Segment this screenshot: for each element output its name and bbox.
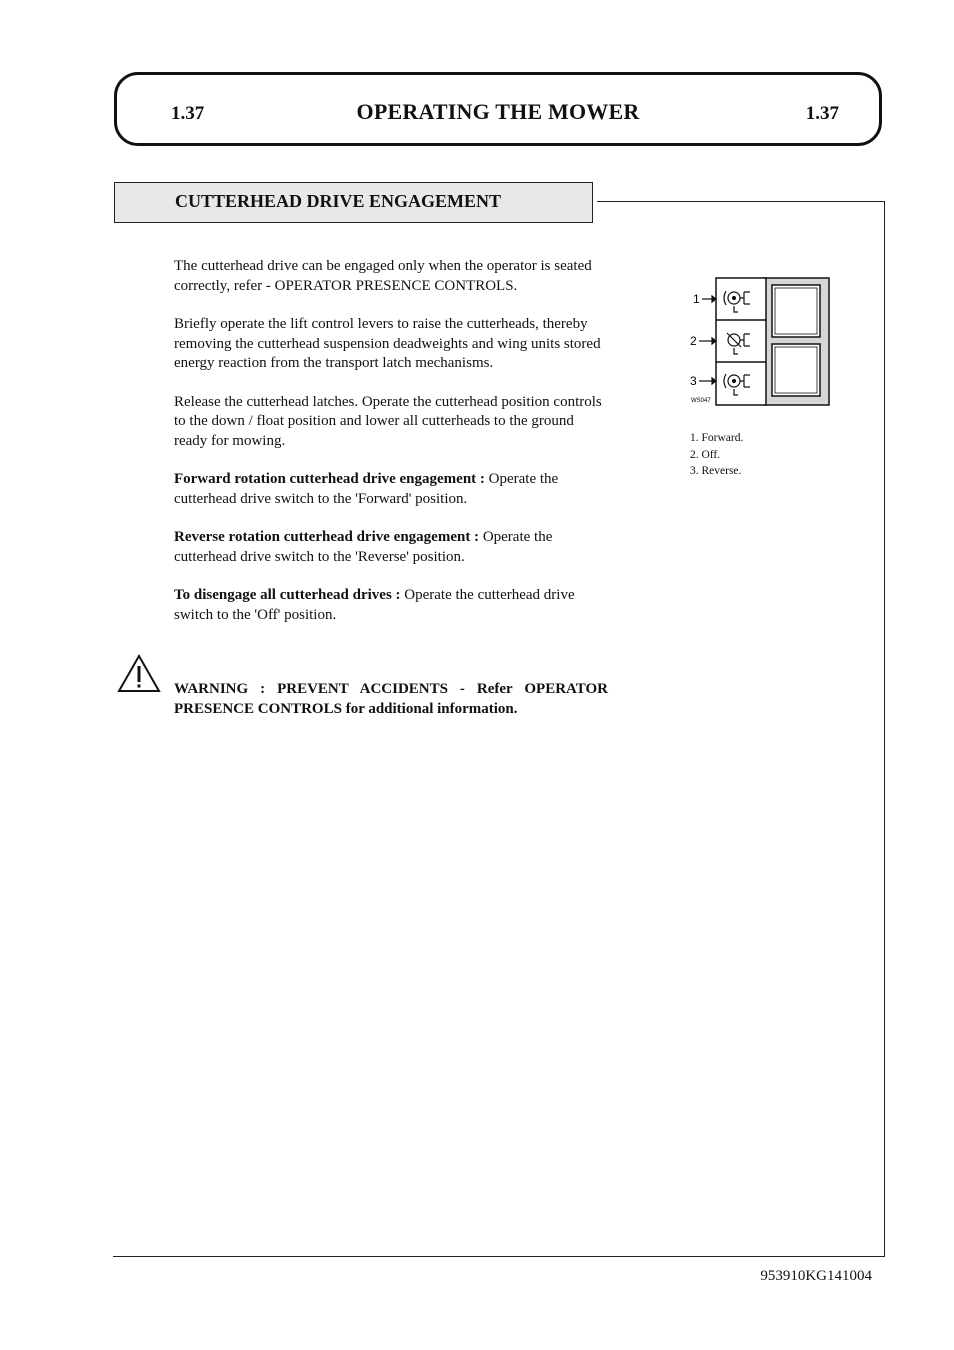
legend-item-forward: 1. Forward. [690,432,744,444]
bottom-rule [113,1256,885,1257]
body-text [174,257,608,644]
callout-arrows [699,296,716,384]
page-title: OPERATING THE MOWER [356,99,640,124]
figure-code: WS047 [691,398,711,404]
section-heading-box [114,182,593,223]
figure-legend [690,430,743,480]
section-title: CUTTERHEAD DRIVE ENGAGEMENT [175,191,502,211]
warning-triangle-icon [117,654,161,694]
section-number-left: 1.37 [171,103,205,124]
drive-switch-figure [686,276,832,408]
callout-2: 2 [690,334,697,348]
callout-3: 3 [690,374,697,388]
legend-item-reverse: 3. Reverse. [690,465,742,477]
page-header [114,72,882,146]
paragraph-disengage: To disengage all cutterhead drives : Operate the cutterhead drive switch to the 'Off' position. [174,587,575,623]
document-code: 953910KG141004 [760,1268,872,1284]
section-number-right: 1.37 [805,103,839,124]
paragraph: The cutterhead drive can be engaged only when the operator is seated correctly, refer - OPERATOR PRESENCE CONTROLS. [174,258,592,294]
paragraph: Release the cutterhead latches. Operate the cutterhead position controls to the down / float position and lower all cutterheads to the ground ready for mowing. [174,393,602,449]
paragraph-reverse: Reverse rotation cutterhead drive engagement : Operate the cutterhead drive switch to the 'Reverse' position. [174,529,553,565]
paragraph-forward: Forward rotation cutterhead drive engagement : Operate the cutterhead drive switch to the 'Forward' position. [174,471,559,507]
top-rule [597,201,885,202]
warning-text: WARNING : PREVENT ACCIDENTS - Refer OPERATOR PRESENCE CONTROLS for additional information. [174,681,608,717]
paragraph: Briefly operate the lift control levers to raise the cutterheads, thereby removing the cutterhead suspension deadweights and wing units stored energy reaction from the transport latch mechanisms. [174,316,601,371]
callout-1: 1 [693,292,700,306]
right-margin-rule [884,201,885,1256]
legend-item-off: 2. Off. [690,448,721,461]
